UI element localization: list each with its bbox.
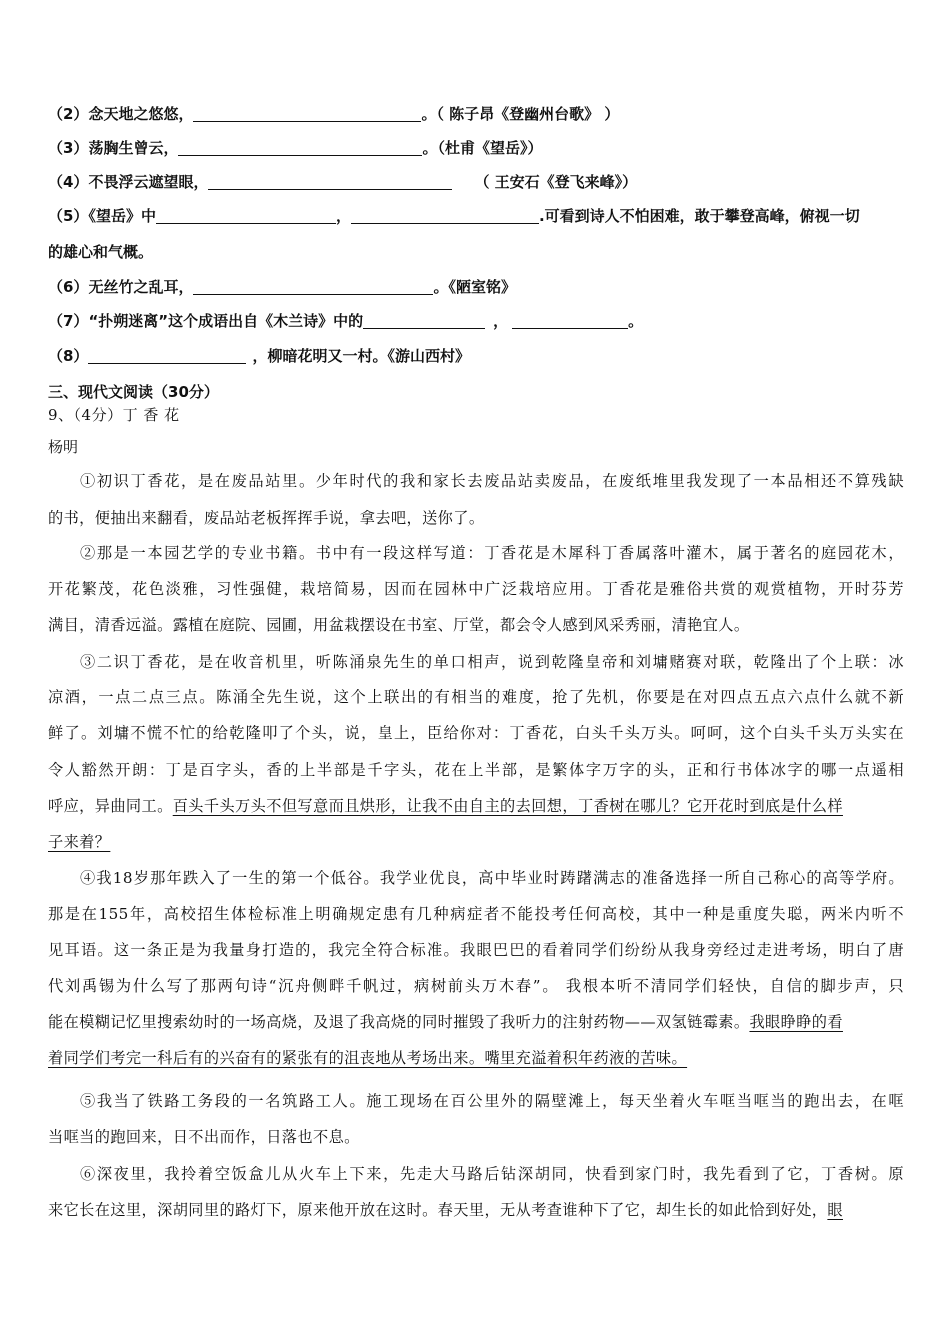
answer-blank[interactable] [88, 347, 246, 364]
paragraph-4-line [48, 1047, 904, 1068]
paragraph-4-line: 代刘禹锡为什么写了那两句诗“沉舟侧畔千帆过，病树前头万木春”。 我根本听不清同学们轻快，自信的脚步声，只 [48, 977, 904, 995]
paragraph-4-line: 那是在155年，高校招生体检标准上明确规定患有几种病症者不能投考任何高校，其中一种是重度失聪，两米内听不 [48, 905, 904, 923]
item-prompt: “扑朔迷离”这个成语出自《木兰诗》中的 [88, 312, 364, 330]
underlined-sentence: 眼 [827, 1201, 843, 1219]
paragraph-3-line: 呼应，异曲同工。百头千头万头不但写意而且烘形，让我不由自主的去回想，丁香树在哪儿？它开花时到底是什么样 [48, 797, 843, 815]
item-number: （6） [48, 278, 89, 296]
fill-item-7 [48, 310, 643, 331]
paragraph-5-line: 当哐当的跑回来，日不出而作，日落也不息。 [48, 1128, 360, 1146]
underlined-sentence: 子来着？ [48, 833, 111, 851]
paragraph-3-line [48, 831, 904, 852]
paragraph-5-line: ⑤我当了铁路工务段的一名筑路工人。施工现场在百公里外的隔壁滩上，每天坐着火车哐当哐当的跑出去，在哐 [80, 1092, 904, 1110]
fill-item-8 [48, 345, 470, 366]
item-source: 。（ 陈子昂《登幽州台歌》 ） [421, 105, 620, 123]
item-prompt: 不畏浮云遮望眼， [88, 173, 209, 191]
underlined-sentence: 着同学们考完一科后有的兴奋有的紧张有的沮丧地从考场出来。嘴里充溢着积年药液的苦味。 [48, 1049, 688, 1067]
author: 杨明 [48, 438, 79, 456]
paragraph-1-line: 的书，便抽出来翻看，废品站老板挥挥手说，拿去吧，送你了。 [48, 509, 485, 527]
underlined-sentence: 百头千头万头不但写意而且烘形，让我不由自主的去回想，丁香树在哪儿？它开花时到底是什么样 [172, 797, 843, 815]
answer-blank[interactable] [363, 312, 485, 329]
answer-blank[interactable] [208, 173, 452, 190]
underlined-sentence: 我眼睁睁的看 [749, 1013, 843, 1031]
fill-item-6 [48, 276, 516, 297]
fill-item-2 [48, 103, 619, 124]
item-separator: ， [335, 207, 351, 225]
paragraph-3-line: ③二识丁香花，是在收音机里，听陈涌泉先生的单口相声，说到乾隆皇帝和刘墉赌赛对联，乾隆出了个上联：冰 [80, 653, 904, 671]
item-description: .可看到诗人不怕困难，敢于攀登高峰，俯视一切 [538, 207, 860, 225]
fill-item-4 [48, 171, 637, 192]
item-number: （7） [48, 312, 89, 330]
paragraph-2-line: ②那是一本园艺学的专业书籍。书中有一段这样写道：丁香花是木犀科丁香属落叶灌木，属于著名的庭园花木， [80, 544, 904, 562]
answer-blank[interactable] [178, 139, 422, 156]
item-prompt: 念天地之悠悠， [88, 105, 194, 123]
answer-blank[interactable] [193, 105, 421, 122]
item-source: ，柳暗花明又一村。《游山西村》 [252, 347, 470, 365]
answer-blank[interactable] [193, 278, 433, 295]
section-title: 三、现代文阅读（30分） [48, 383, 219, 401]
answer-blank[interactable] [512, 312, 628, 329]
fill-item-3 [48, 137, 542, 158]
item-prompt: 荡胸生曾云， [88, 139, 179, 157]
paragraph-3-line: 鲜了。刘墉不慌不忙的给乾隆叩了个头，说，皇上，臣给你对：丁香花，白头千头万头。呵呵，这个白头千头万头实在 [48, 724, 904, 742]
paragraph-4-line: 见耳语。这一条正是为我量身打造的，我完全符合标准。我眼巴巴的看着同学们纷纷从我身旁经过走进考场，明白了唐 [48, 941, 904, 959]
paragraph-3-line: 凉酒，一点二点三点。陈涌全先生说，这个上联出的有相当的难度，抢了先机，你要是在对四点五点六点什么就不新 [48, 688, 904, 706]
paragraph-2-line: 开花繁茂，花色淡雅，习性强健，栽培简易，因而在园林中广泛栽培应用。丁香花是雅俗共赏的观赏植物，开时芬芳 [48, 580, 904, 598]
answer-blank[interactable] [351, 207, 539, 224]
item-number: （8） [48, 347, 89, 365]
item-number: （4） [48, 173, 89, 191]
item-prompt: 《望岳》中 [88, 207, 156, 225]
paragraph-2-line: 满目，清香远溢。露植在庭院、园圃，用盆栽摆设在书室、厅堂，都会令人感到风采秀丽，清艳宜人。 [48, 616, 750, 634]
item-number: （2） [48, 105, 89, 123]
paragraph-1-line: ①初识丁香花，是在废品站里。少年时代的我和家长去废品站卖废品，在废纸堆里我发现了一本品相还不算残缺 [80, 472, 904, 490]
item-source: 。（杜甫《望岳》） [422, 139, 543, 157]
item-source: 。《陋室铭》 [433, 278, 516, 296]
paragraph-4-line: ④我18岁那年跌入了一生的第一个低谷。我学业优良，高中毕业时踌躇满志的准备选择一所自己称心的高等学府。 [80, 869, 904, 887]
paragraph-4-line: 能在模糊记忆里搜索幼时的一场高烧，及退了我高烧的同时摧毁了我听力的注射药物——双氢链霉素。我眼睁睁的看 [48, 1013, 843, 1031]
question-title: 9、（4分）丁 香 花 [48, 406, 180, 424]
item-prompt: 无丝竹之乱耳， [88, 278, 194, 296]
paragraph-3-line: 令人豁然开朗：丁是百字头，香的上半部是千字头，花在上半部，是繁体字万字的头，正和行书体冰字的哪一点遥相 [48, 761, 904, 779]
answer-blank[interactable] [156, 207, 336, 224]
item-number: （3） [48, 139, 89, 157]
item-separator: ， [493, 312, 509, 330]
fill-item-5-cont: 的雄心和气概。 [48, 243, 154, 261]
fill-item-5 [48, 205, 860, 226]
paragraph-6-line: ⑥深夜里，我拎着空饭盒儿从火车上下来，先走大马路后钻深胡同，快看到家门时，我先看到了它，丁香树。原 [80, 1165, 904, 1183]
item-source: （ 王安石《登飞来峰》） [474, 173, 638, 191]
item-number: （5） [48, 207, 89, 225]
item-end: 。 [628, 312, 644, 330]
paragraph-6-line: 来它长在这里，深胡同里的路灯下，原来他开放在这时。春天里，无从考查谁种下了它，却生长的如此恰到好处，眼 [48, 1201, 843, 1219]
